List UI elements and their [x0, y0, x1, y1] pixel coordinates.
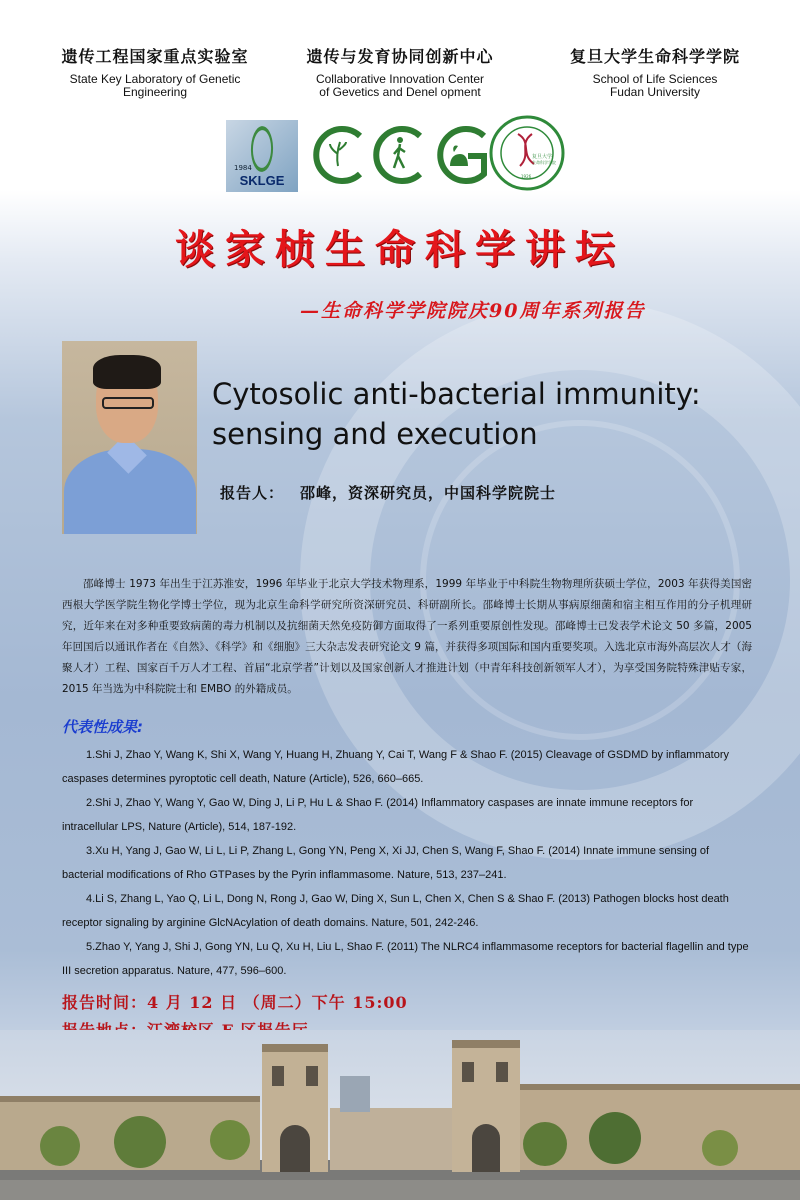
institution-name-en: State Key Laboratory of Genetic	[69, 72, 241, 86]
publication-item: 1.Shi J, Zhao Y, Wang K, Shi X, Wang Y, Huang H, Zhuang Y, Cai T, Wang F & Shao F. (2015) Cleavage of GSDMD by inflammatory caspases determines pyroptotic cell death, Nature (Article), 526, 660–665.	[62, 749, 730, 785]
event-time: 报告时间：4 月 12 日 （周二）下午 15:00	[62, 993, 408, 1012]
publication-item: 5.Zhao Y, Yang J, Shi J, Gong YN, Lu Q, Xu H, Liu L, Shao F. (2011) The NLRC4 inflammasome receptors for bacterial flagellin and type III secretion apparatus. Nature, 477, 596–600.	[62, 941, 749, 977]
logo-row	[0, 112, 800, 192]
sklge-logo	[226, 120, 298, 192]
fudan-life-sciences-seal	[488, 114, 566, 192]
institution-name-zh: 遗传工程国家重点实验室	[61, 47, 249, 66]
institution-name-en: Fudan University	[609, 85, 701, 99]
institution-header	[0, 44, 800, 104]
svg-text:生命科学学院: 生命科学学院	[532, 160, 556, 165]
ccg-logo	[308, 122, 490, 188]
dna-helix-icon	[248, 120, 277, 178]
campus-building-photo	[0, 1030, 800, 1200]
institution-name-en: Collaborative Innovation Center	[315, 72, 485, 86]
speaker-name: 邵峰，资深研究员，中国科学院院士	[300, 484, 557, 502]
institution-sklge	[25, 44, 285, 99]
institution-ccg	[270, 44, 530, 99]
institution-fudan-life-sciences	[525, 44, 785, 99]
institution-name-en: of Gevetics and Denel opment	[319, 85, 481, 99]
speaker-label: 报告人：	[220, 484, 285, 502]
speaker-biography: 邵峰博士 1973 年出生于江苏淮安，1996 年毕业于北京大学技术物理系，1999 年毕业于中科院生物物理所获硕士学位，2003 年获得美国密西根大学医学院生物化学博士学位，现为北京生命科学研究所资深研究员、科研副所长。邵峰博士长期从事病原细菌和宿主相互作用的分子机理研究，近年来在对多种重要致病菌的毒力机制以及抗细菌天然免疫防御方面取得了一系列重要原创性发现。邵峰博士已发表学术论文 50 多篇，2005 年回国后以通讯作者在《自然》、《科学》和《细胞》三大杂志发表研究论文 9 篇，并获得多项国际和国内重要奖项。入选北京市海外高层次人才（海聚人才）工程、国家百千万人才工程、首届“北京学者”计划以及国家创新人才推进计划（中青年科技创新领军人才），为享受国务院特殊津贴专家，2015 年当选为中科院院士和 EMBO 的外籍成员。	[62, 578, 752, 695]
publication-item: 3.Xu H, Yang J, Gao W, Li L, Li P, Zhang L, Gong YN, Peng X, Xi JJ, Chen S, Wang F, Shao F. (2014) Innate immune sensing of bacterial modifications of Rho GTPases by the Pyrin inflammasome. Nature, 513, 237–241.	[62, 845, 710, 881]
lecture-series-title: 谈家桢生命科学讲坛	[175, 226, 625, 273]
publication-item: 2.Shi J, Zhao Y, Wang Y, Gao W, Ding J, Li P, Hu L & Shao F. (2014) Inflammatory caspases are innate immune receptors for intracellular LPS, Nature (Article), 514, 187-192.	[62, 797, 694, 833]
speaker-line	[220, 482, 556, 503]
institution-name-en: School of Life Sciences	[592, 72, 718, 86]
speaker-photo	[62, 341, 197, 534]
talk-title-line: Cytosolic anti-bacterial immunity:	[212, 377, 701, 411]
institution-name-zh: 遗传与发育协同创新中心	[306, 47, 494, 66]
representative-works-heading: 代表性成果:	[62, 718, 143, 736]
fudan-seal-year: 1926	[521, 174, 532, 179]
publication-item: 4.Li S, Zhang L, Yao Q, Li L, Dong N, Rong J, Gao W, Ding X, Sun L, Chen X, Chen S & Shao F. (2013) Pathogen blocks host death receptor signaling by arginine GlcNAcylation of death domains. Nature, 501, 242-246.	[62, 893, 729, 929]
lecture-series-subtitle: —生命科学学院院庆90周年系列报告	[300, 300, 646, 322]
institution-name-zh: 复旦大学生命科学学院	[569, 47, 740, 66]
talk-title	[212, 374, 772, 454]
sklge-logo-year: 1984	[234, 164, 252, 172]
sklge-logo-text: SKLGE	[239, 173, 285, 188]
publication-list	[62, 743, 752, 983]
fudan-seal-text: 复旦大学	[532, 154, 553, 160]
institution-name-en: Engineering	[122, 85, 188, 99]
talk-title-line: sensing and execution	[212, 417, 538, 451]
